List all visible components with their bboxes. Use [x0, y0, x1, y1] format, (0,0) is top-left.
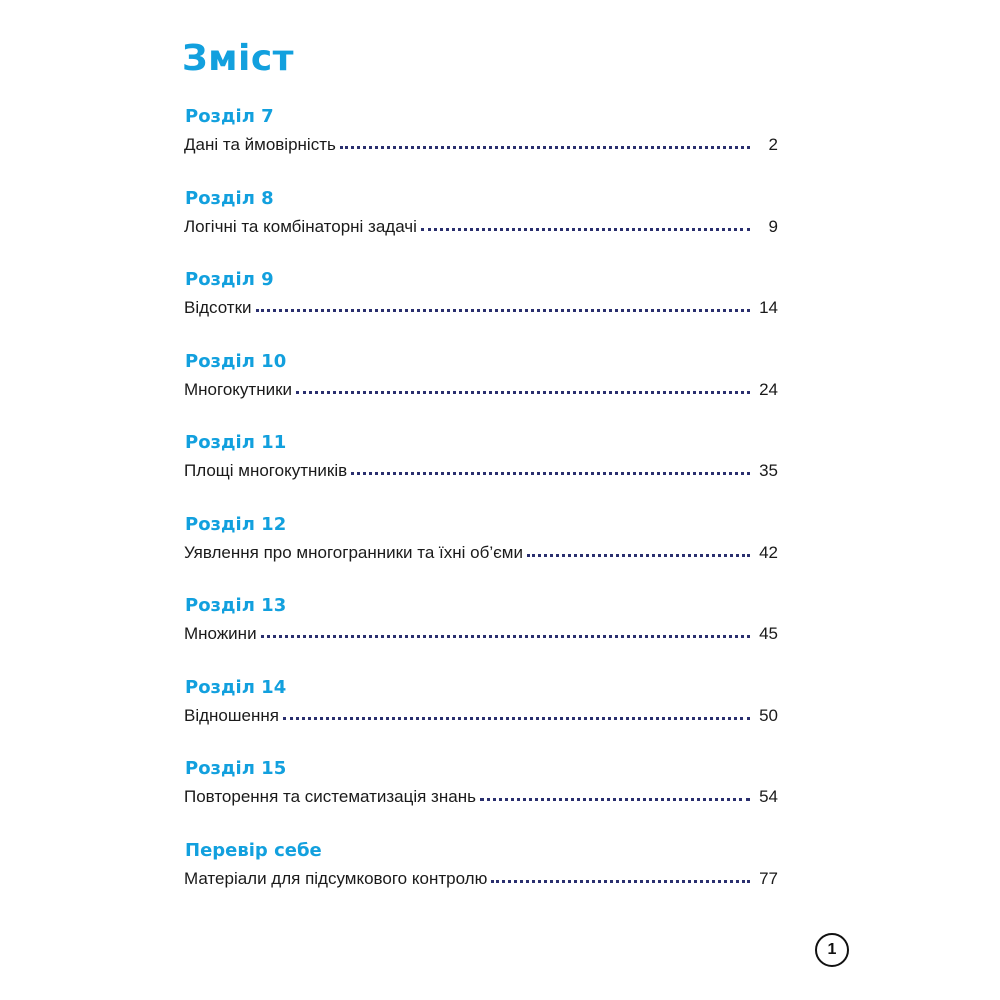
- dot-leader: [527, 554, 750, 557]
- toc-page-number: 50: [759, 705, 778, 725]
- section-heading: Розділ 8: [185, 187, 274, 209]
- toc-entry-title: Площі многокутників: [184, 461, 348, 480]
- toc-entry: [184, 512, 778, 594]
- toc-page-number: 24: [759, 379, 778, 399]
- dot-leader: [340, 146, 750, 149]
- toc-page-number: 35: [759, 461, 778, 480]
- section-heading: Перевір себе: [185, 839, 322, 861]
- table-of-contents: [184, 104, 778, 919]
- toc-page-number: 54: [759, 787, 778, 806]
- toc-entry: [184, 756, 778, 838]
- toc-line: [184, 538, 778, 568]
- toc-entry: [184, 838, 778, 920]
- dot-leader: [296, 391, 750, 394]
- toc-page-number: 9: [768, 216, 778, 236]
- dot-leader: [261, 635, 750, 638]
- section-heading: Розділ 10: [185, 350, 287, 372]
- section-heading: Розділ 15: [185, 758, 287, 779]
- toc-entry-title: Дані та ймовірність: [184, 135, 336, 154]
- toc-line: [184, 782, 778, 812]
- section-heading: Розділ 9: [185, 269, 274, 290]
- toc-line: [184, 130, 778, 160]
- dot-leader: [491, 880, 750, 883]
- toc-entry-title: Відношення: [184, 705, 279, 725]
- toc-entry: [184, 349, 778, 431]
- toc-line: [184, 864, 778, 894]
- toc-entry: [184, 675, 778, 757]
- toc-page-number: 2: [768, 135, 778, 154]
- dot-leader: [421, 228, 750, 231]
- toc-page-number: 77: [759, 868, 778, 888]
- toc-entry-title: Повторення та систематизація знань: [184, 787, 476, 806]
- toc-entry: [184, 430, 778, 512]
- dot-leader: [256, 309, 750, 312]
- dot-leader: [480, 798, 750, 801]
- dot-leader: [351, 472, 750, 475]
- toc-entry: [184, 186, 778, 268]
- toc-entry: [184, 593, 778, 675]
- toc-entry-title: Уявлення про многогранники та їхні об’єми: [184, 542, 523, 562]
- section-heading: Розділ 14: [185, 676, 287, 698]
- toc-entry-title: Многокутники: [184, 379, 293, 399]
- toc-entry-title: Матеріали для підсумкового контролю: [184, 868, 488, 888]
- toc-line: [184, 375, 778, 405]
- page-number: 1: [827, 941, 837, 958]
- toc-entry-title: Відсотки: [184, 298, 252, 317]
- toc-page-number: 14: [759, 298, 778, 317]
- toc-page-number: 45: [759, 624, 778, 643]
- page-number-badge: [815, 933, 849, 967]
- toc-line: [184, 701, 778, 731]
- toc-page-number: 42: [759, 542, 778, 562]
- toc-entry-title: Логічні та комбінаторні задачі: [184, 216, 417, 236]
- toc-entry-title: Множини: [184, 624, 257, 643]
- page-title: Зміст: [182, 38, 295, 79]
- section-heading: Розділ 12: [185, 513, 287, 535]
- section-heading: Розділ 7: [185, 106, 274, 127]
- toc-entry: [184, 104, 778, 186]
- toc-line: [184, 212, 778, 242]
- section-heading: Розділ 11: [185, 432, 287, 453]
- toc-line: [184, 456, 778, 486]
- toc-entry: [184, 267, 778, 349]
- section-heading: Розділ 13: [185, 595, 287, 616]
- dot-leader: [283, 717, 750, 720]
- toc-line: [184, 293, 778, 323]
- toc-line: [184, 619, 778, 649]
